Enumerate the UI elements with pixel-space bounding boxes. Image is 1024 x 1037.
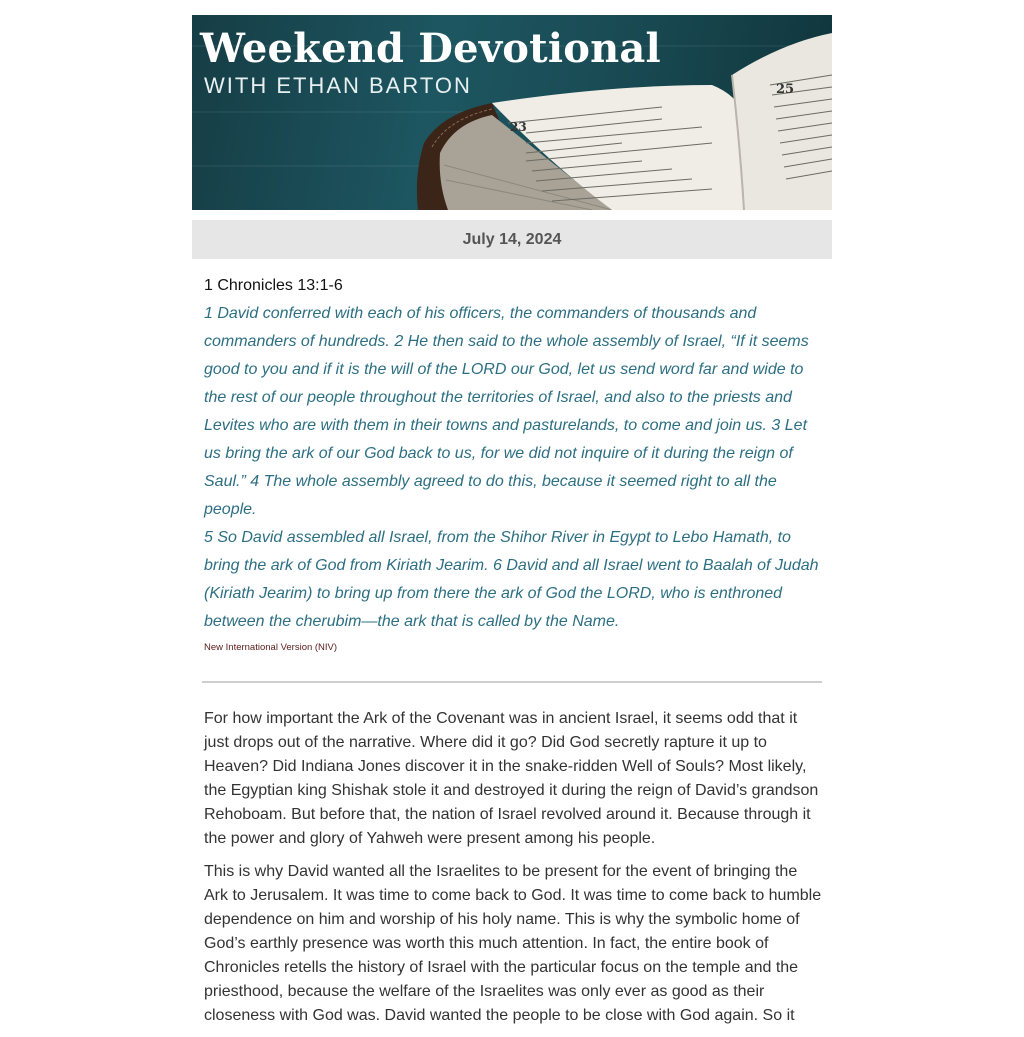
psalm-next-number-text: 25 (776, 82, 795, 97)
body-paragraph: This is why David wanted all the Israelites to be present for the event of bringing the Ark to Jerusalem. It was time to come back to God. It was time to come back to humble dependence on him and worship of his holy name. This is why the symbolic home of God’s earthly presence was worth this much attention. In fact, the entire book of Chronicles retells the history of Israel with the particular focus on the temple and the priesthood, because the welfare of the Israelites was only ever as good as their closeness with God was. David wanted the people to be close with God again. So it (204, 863, 822, 1024)
banner-title: Weekend Devotional (200, 25, 661, 72)
date-text: July 14, 2024 (462, 230, 562, 248)
bible-version-label: New International Version (NIV) (204, 642, 338, 653)
body-paragraph: For how important the Ark of the Covenant was in ancient Israel, it seems odd that it just drops out of the narrative. Where did it go? Did God secretly rapture it up to Heaven? Did Indiana Jones discover it in the snake-ridden Well of Souls? Most likely, the Egyptian king Shishak stole it and destroyed it during the reign of David’s grandson Rehoboam. But before that, the nation of Israel revolved around it. Because through it the power and glory of Yahweh were present among his people. (204, 710, 819, 847)
psalm-number-text: 23 (510, 120, 527, 134)
devotional-body (192, 683, 832, 1028)
scripture-section (192, 259, 832, 653)
scripture-paragraph: 5 So David assembled all Israel, from the Shihor River in Egypt to Lebo Hamath, to bring the ark of God from Kiriath Jearim. 6 David and all Israel went to Baalah of Judah (Kiriath Jearim) to bring up from there the ark of God the LORD, who is enthroned between the cherubim—the ark that is called by the Name. (204, 529, 819, 630)
email-container (192, 15, 832, 1037)
date-bar (192, 220, 832, 259)
scripture-paragraph: 1 David conferred with each of his officers, the commanders of thousands and commanders of hundreds. 2 He then said to the whole assembly of Israel, “If it seems good to you and if it is the will of the LORD our God, let us send word far and wide to the rest of our people throughout the territories of Israel, and also to the priests and Levites who are with them in their towns and pasturelands, to come and join us. 3 Let us bring the ark of our God back to us, for we did not inquire of it during the reign of Saul.” 4 The whole assembly agreed to do this, because it seemed right to all the people. (204, 305, 809, 518)
scripture-reference: 1 Chronicles 13:1-6 (204, 277, 343, 294)
banner-subtitle: WITH ETHAN BARTON (204, 73, 472, 98)
header-banner (192, 15, 832, 210)
